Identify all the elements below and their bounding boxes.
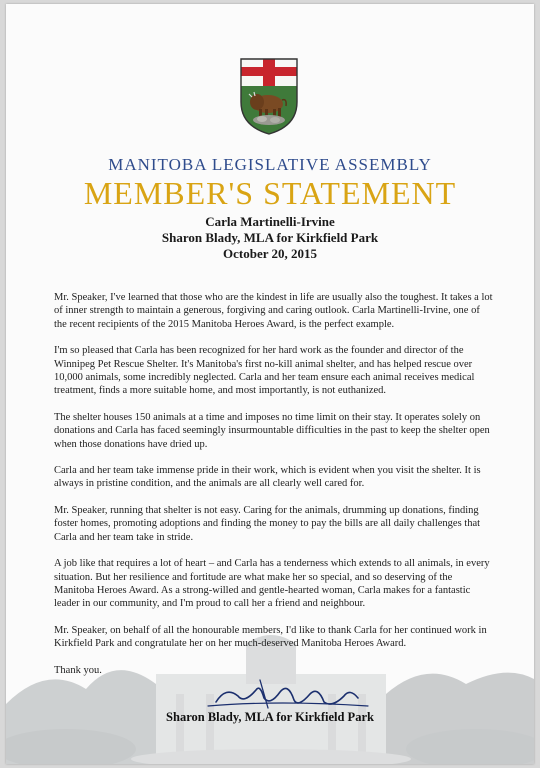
statement-date: October 20, 2015	[223, 246, 317, 261]
statement-body	[54, 291, 494, 677]
signatory-name: Sharon Blady, MLA for Kirkfield Park	[166, 710, 374, 724]
paragraph: Carla and her team take immense pride in their work, which is evident when you visit the shelter. It is always in pristine condition, and the animals are all clearly well cared for.	[54, 465, 481, 490]
member-name: Sharon Blady, MLA for Kirkfield Park	[161, 230, 379, 245]
document-page	[6, 4, 534, 764]
assembly-name: MANITOBA LEGISLATIVE ASSEMBLY	[108, 155, 432, 174]
honoree-name: Carla Martinelli-Irvine	[205, 214, 335, 229]
closing-line: Thank you.	[54, 664, 102, 676]
paragraph: Mr. Speaker, I've learned that those who are the kindest in life are usually also the toughest. It takes a lot of inner strength to maintain a generous, forgiving and caring outlook. Carla Martinelli-Irvine, one of the recent recipients of the 2015 Manitoba Heroes Award, is the perfect example.	[54, 292, 493, 330]
manitoba-coat-of-arms-icon	[238, 56, 300, 136]
paragraph: I'm so pleased that Carla has been recognized for her hard work as the founder and director of the Winnipeg Pet Rescue Shelter. It's Manitoba's first no-kill animal shelter, and has helped rescue over 10,000 animals, some incredibly neglected. Carla and her team ensure each animal receives medical treatment, finds a more suitable home, and most importantly, is not euthanized.	[54, 345, 475, 397]
paragraph: A job like that requires a lot of heart – and Carla has a tenderness which extends to all animals, in every situation. But her resilience and fortitude are what make her so special, and so deserving of the Manitoba Heroes Award. As a strong-willed and gentle-hearted woman, Carla makes for a fantastic leader in our community, and I'm proud to call her a friend and neighbour.	[54, 558, 490, 610]
paragraph: Mr. Speaker, running that shelter is not easy. Caring for the animals, drumming up donations, finding foster homes, promoting adoptions and finding the money to pay the bills are all daily challenges that Carla and her team take in stride.	[54, 504, 481, 543]
handwritten-signature-icon	[198, 676, 378, 712]
paragraph: Mr. Speaker, on behalf of all the honourable members, I'd like to thank Carla for her continued work in Kirkfield Park and congratulate her on her much-deserved Manitoba Heroes Award.	[54, 624, 487, 650]
paragraph: The shelter houses 150 animals at a time and imposes no time limit on their stay. It operates solely on donations and Carla has faced seemingly insurmountable difficulties in the past to keep the shelter open when those donations have dried up.	[54, 411, 490, 450]
document-title: MEMBER'S STATEMENT	[83, 175, 457, 211]
